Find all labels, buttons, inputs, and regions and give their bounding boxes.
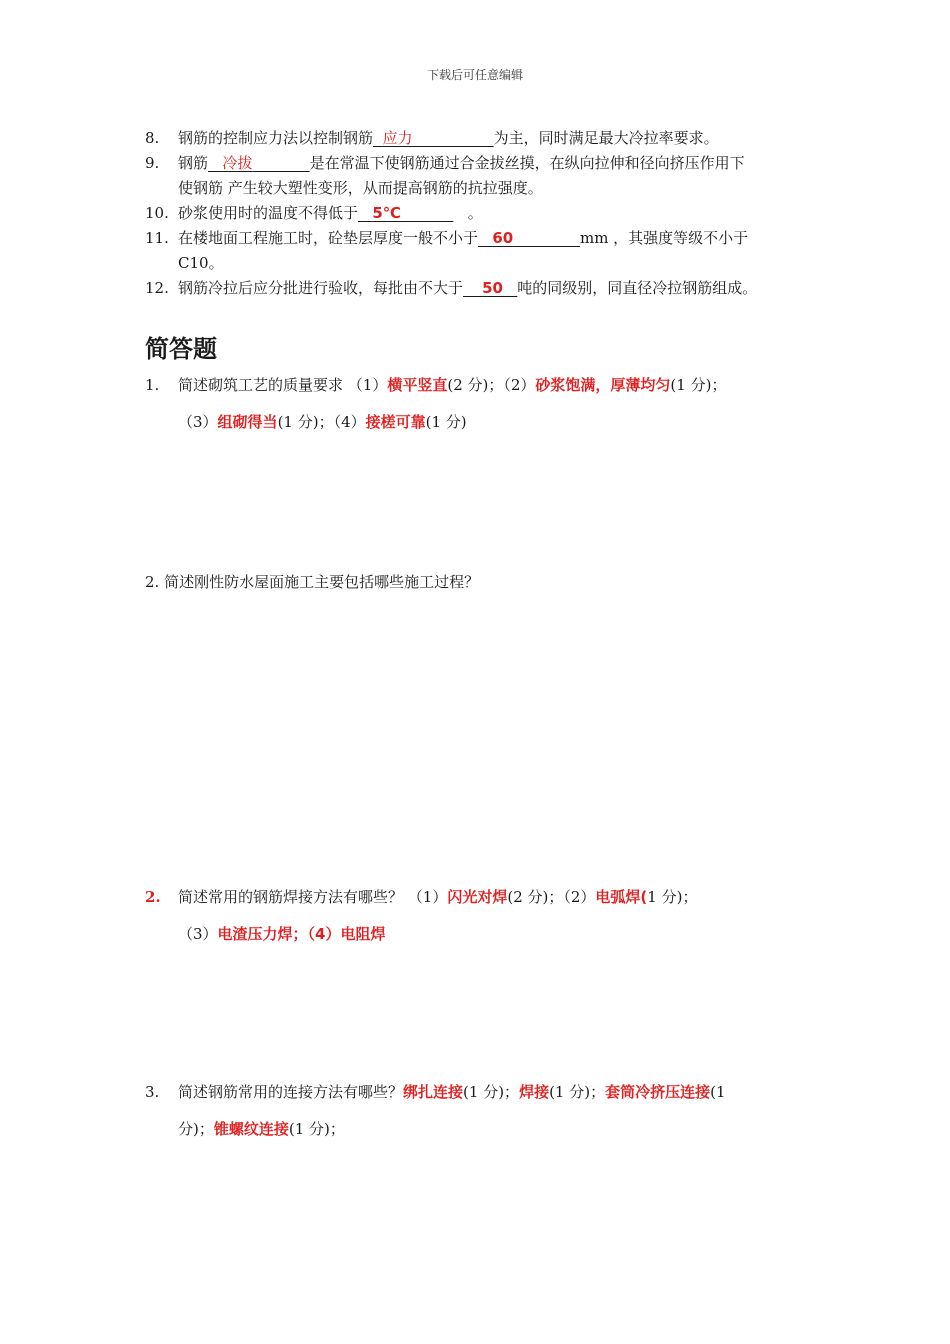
answer: 接槎可靠 bbox=[365, 413, 426, 431]
answer-blank bbox=[358, 204, 453, 222]
item-number: 9. bbox=[145, 154, 160, 172]
item-number: 8. bbox=[145, 129, 160, 147]
fill-item-12 bbox=[178, 278, 757, 298]
item-number: 12. bbox=[145, 279, 169, 297]
question-text: 简述钢筋常用的连接方法有哪些？ bbox=[178, 1083, 404, 1101]
answer: 应力 bbox=[382, 129, 413, 147]
fill-item-10 bbox=[178, 203, 483, 223]
answer-blank bbox=[373, 129, 494, 147]
fill-item-11-cont: C10。 bbox=[178, 254, 224, 272]
answer: 50 bbox=[482, 279, 503, 297]
score: (1 分)； bbox=[549, 1083, 606, 1101]
answer: 锥螺纹连接 bbox=[213, 1120, 289, 1138]
score: (2 分)；（2） bbox=[447, 376, 536, 394]
answer-blank bbox=[208, 154, 310, 172]
fill-item-9 bbox=[178, 153, 745, 173]
answer: 5℃ bbox=[372, 204, 401, 222]
item-number: 11. bbox=[145, 229, 169, 247]
score: (1 分)； bbox=[670, 376, 727, 394]
item-text: 为主，同时满足最大冷拉率要求。 bbox=[493, 129, 719, 147]
question-1-cont bbox=[178, 412, 467, 432]
item-text: 砂浆使用时的温度不得低于 bbox=[178, 204, 359, 222]
answer: 焊接 bbox=[519, 1083, 550, 1101]
score: (1 分)；（4） bbox=[277, 413, 366, 431]
answer: 组砌得当 bbox=[217, 413, 278, 431]
score: (1 bbox=[710, 1083, 726, 1101]
score: (1 分)； bbox=[288, 1120, 345, 1138]
page-header: 下载后可任意编辑 bbox=[426, 68, 523, 82]
item-text: 在楼地面工程施工时，砼垫层厚度一般不小于 bbox=[178, 229, 479, 247]
fill-item-11 bbox=[178, 228, 748, 248]
answer: 60 bbox=[492, 229, 514, 247]
fill-item-9-cont: 使钢筋 产生较大塑性变形，从而提高钢筋的抗拉强度。 bbox=[178, 179, 543, 197]
question-1 bbox=[178, 375, 726, 395]
score: 1 分)； bbox=[647, 888, 698, 906]
item-text: 。 bbox=[467, 204, 483, 222]
fill-item-8 bbox=[178, 128, 719, 148]
answer: 电渣压力焊；（4）电阻焊 bbox=[217, 925, 386, 943]
answer: 套筒冷挤压连接 bbox=[605, 1083, 711, 1101]
item-number: 10. bbox=[145, 204, 169, 222]
question-number: 3. bbox=[145, 1083, 160, 1101]
question-text: 简述砌筑工艺的质量要求 （1） bbox=[178, 376, 388, 394]
question-2: 2. 简述刚性防水屋面施工主要包括哪些施工过程？ bbox=[145, 573, 480, 591]
answer-blank bbox=[463, 279, 517, 297]
question-text: （3） bbox=[178, 925, 218, 943]
answer-blank bbox=[478, 229, 580, 247]
item-text: mm ，其强度等级不小于 bbox=[579, 229, 749, 247]
question-text: 简述常用的钢筋焊接方法有哪些？ （1） bbox=[178, 888, 448, 906]
item-text: 吨的同级别，同直径冷拉钢筋组成。 bbox=[517, 279, 758, 297]
section-title: 简答题 bbox=[145, 335, 217, 363]
score: (2 分)；（2） bbox=[507, 888, 596, 906]
question-3 bbox=[178, 887, 697, 907]
answer: 横平竖直 bbox=[387, 376, 448, 394]
question-4 bbox=[178, 1082, 726, 1102]
answer: 闪光对焊 bbox=[447, 888, 508, 906]
score: 分)； bbox=[178, 1120, 214, 1138]
score: (1 分) bbox=[425, 413, 467, 431]
item-text: 钢筋的控制应力法以控制钢筋 bbox=[178, 129, 374, 147]
item-text: 钢筋 bbox=[178, 154, 209, 172]
item-text: 钢筋冷拉后应分批进行验收，每批由不大于 bbox=[178, 279, 464, 297]
item-text: 是在常温下使钢筋通过合金拔丝摸，在纵向拉伸和径向挤压作用下 bbox=[309, 154, 745, 172]
answer: ( bbox=[640, 888, 648, 906]
answer: 绑扎连接 bbox=[403, 1083, 464, 1101]
answer: 砂浆饱满，厚薄均匀 bbox=[535, 376, 671, 394]
question-text: （3） bbox=[178, 413, 218, 431]
score: (1 分)； bbox=[463, 1083, 520, 1101]
question-4-cont bbox=[178, 1119, 345, 1139]
question-number: 1. bbox=[145, 376, 160, 394]
answer: 冷拔 bbox=[222, 154, 253, 172]
answer: 电弧焊 bbox=[595, 888, 641, 906]
question-3-cont bbox=[178, 924, 386, 944]
question-number: 2. bbox=[145, 888, 161, 906]
